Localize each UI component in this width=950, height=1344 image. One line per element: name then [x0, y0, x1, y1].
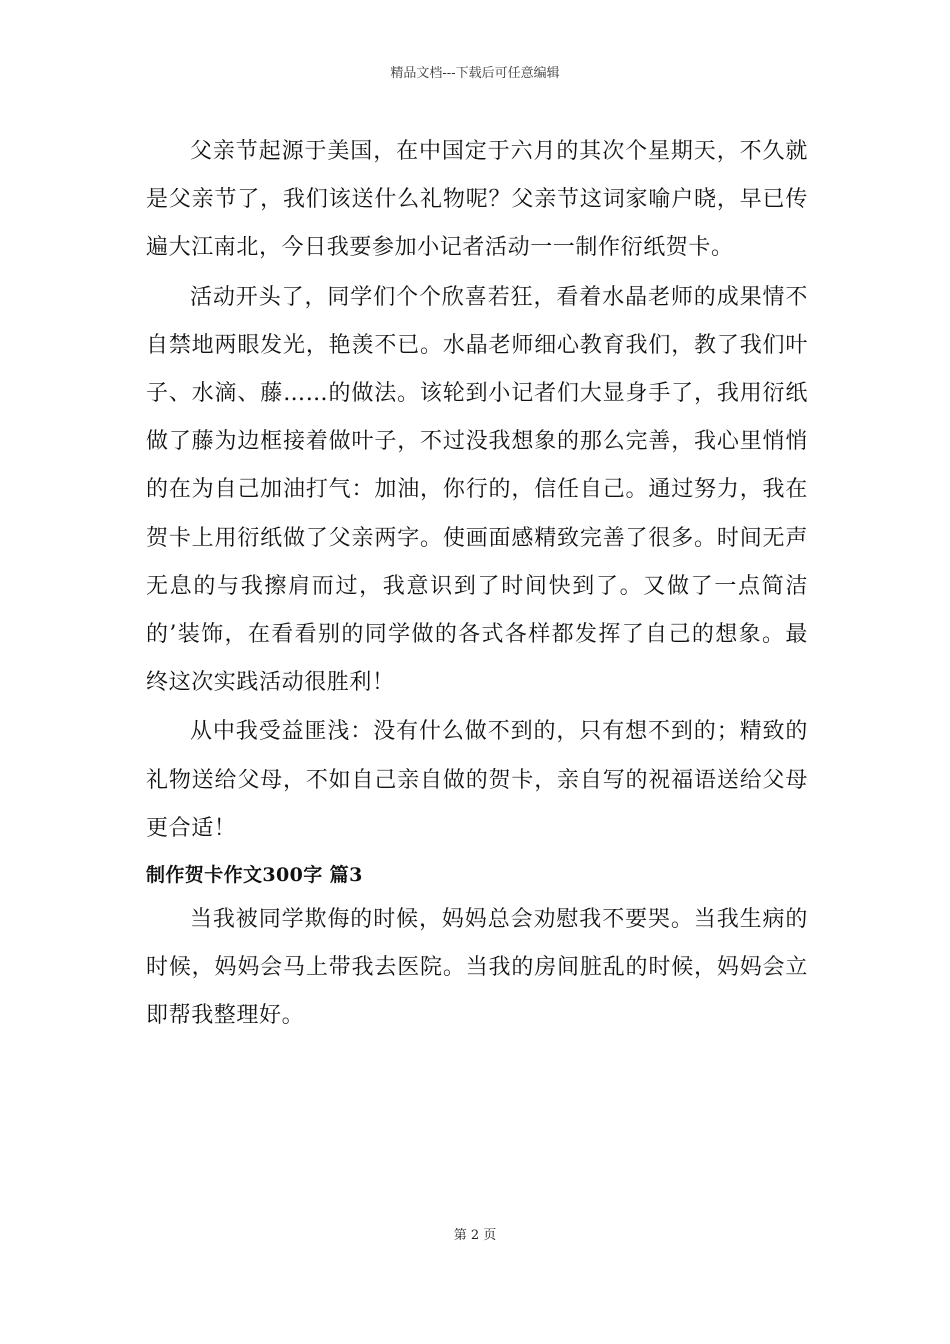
- page-header: 精品文档---下载后可任意编辑: [390, 66, 560, 81]
- page-number: 第 2 页: [453, 1228, 497, 1243]
- paragraph-2: 活动开头了，同学们个个欣喜若狂，看着水晶老师的成果情不自禁地两眼发光，艳羡不已。水晶老师细心教育我们，教了我们叶子、水滴、藤……的做法。该轮到小记者们大显身手了，我用衍纸做了藤为边框接着做叶子，不过没我想象的那么完善，我心里悄悄的在为自己加油打气：加油，你行的，信任自己。通过努力，我在贺卡上用衍纸做了父亲两字。使画面感精致完善了很多。时间无声无息的与我擦肩而过，我意识到了时间快到了。又做了一点简洁的’装饰，在看看别的同学做的各式各样都发挥了自己的想象。最终这次实践活动很胜利！: [146, 284, 808, 696]
- document-body: [146, 128, 808, 1042]
- section-title: 制作贺卡作文300字 篇3: [146, 864, 363, 887]
- section-paragraph-1: 当我被同学欺侮的时候，妈妈总会劝慰我不要哭。当我生病的时候，妈妈会马上带我去医院。当我的房间脏乱的时候，妈妈会立即帮我整理好。: [146, 907, 808, 1029]
- paragraph-1: 父亲节起源于美国，在中国定于六月的其次个星期天，不久就是父亲节了，我们该送什么礼物呢？父亲节这词家喻户晓，早已传遍大江南北，今日我要参加小记者活动一一制作衍纸贺卡。: [146, 139, 808, 261]
- paragraph-3: 从中我受益匪浅：没有什么做不到的，只有想不到的；精致的礼物送给父母，不如自己亲自做的贺卡，亲自写的祝福语送给父母更合适！: [146, 719, 808, 841]
